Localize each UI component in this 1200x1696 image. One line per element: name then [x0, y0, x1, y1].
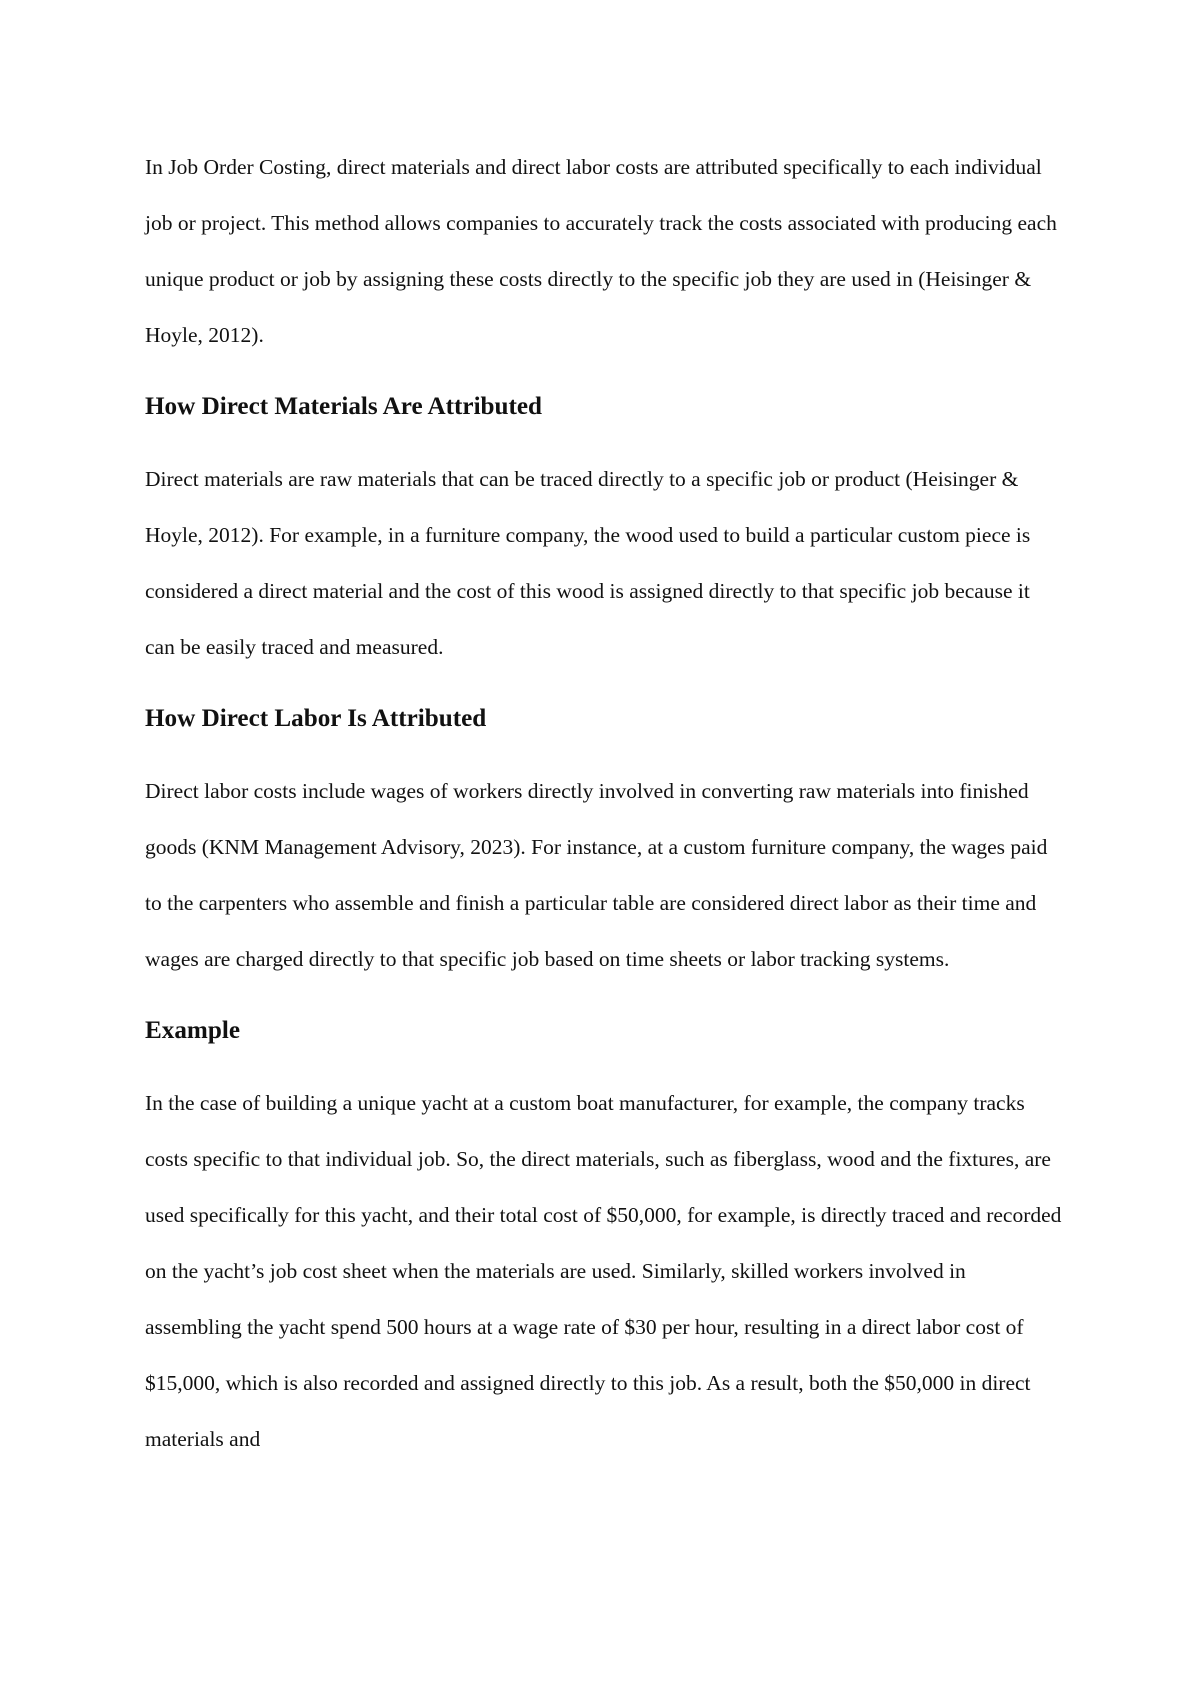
section-heading-direct-materials: How Direct Materials Are Attributed [145, 393, 543, 420]
section-paragraph-example: In the case of building a unique yacht at a custom boat manufacturer, for example, the company tracks costs specific to that individual job. So, the direct materials, such as fiberglass, wood and the fixtures, are used specifically for this yacht, and their total cost of $50,000, for example, is directly traced and recorded on the yacht’s job cost sheet when the materials are used. Similarly, skilled workers involved in assembling the yacht spend 500 hours at a wage rate of $30 per hour, resulting in a direct labor cost of $15,000, which is also recorded and assigned directly to this job. As a result, both the $50,000 in direct materials and [145, 1091, 1062, 1451]
intro-paragraph: In Job Order Costing, direct materials and direct labor costs are attributed specifically to each individual job or project. This method allows companies to accurately track the costs associated with producing each unique product or job by assigning these costs directly to the specific job they are used in (Heisinger & Hoyle, 2012). [145, 155, 1057, 347]
section-paragraph-direct-labor: Direct labor costs include wages of workers directly involved in converting raw materials into finished goods (KNM Management Advisory, 2023). For instance, at a custom furniture company, the wages paid to the carpenters who assemble and finish a particular table are considered direct labor as their time and wages are charged directly to that specific job based on time sheets or labor tracking systems. [145, 779, 1048, 971]
section-paragraph-direct-materials: Direct materials are raw materials that can be traced directly to a specific job or product (Heisinger & Hoyle, 2012). For example, in a furniture company, the wood used to build a particular custom piece is considered a direct material and the cost of this wood is assigned directly to that specific job because it can be easily traced and measured. [145, 467, 1031, 659]
document-body [145, 139, 1065, 1467]
section-heading-example: Example [145, 1017, 240, 1044]
section-heading-direct-labor: How Direct Labor Is Attributed [145, 705, 487, 732]
